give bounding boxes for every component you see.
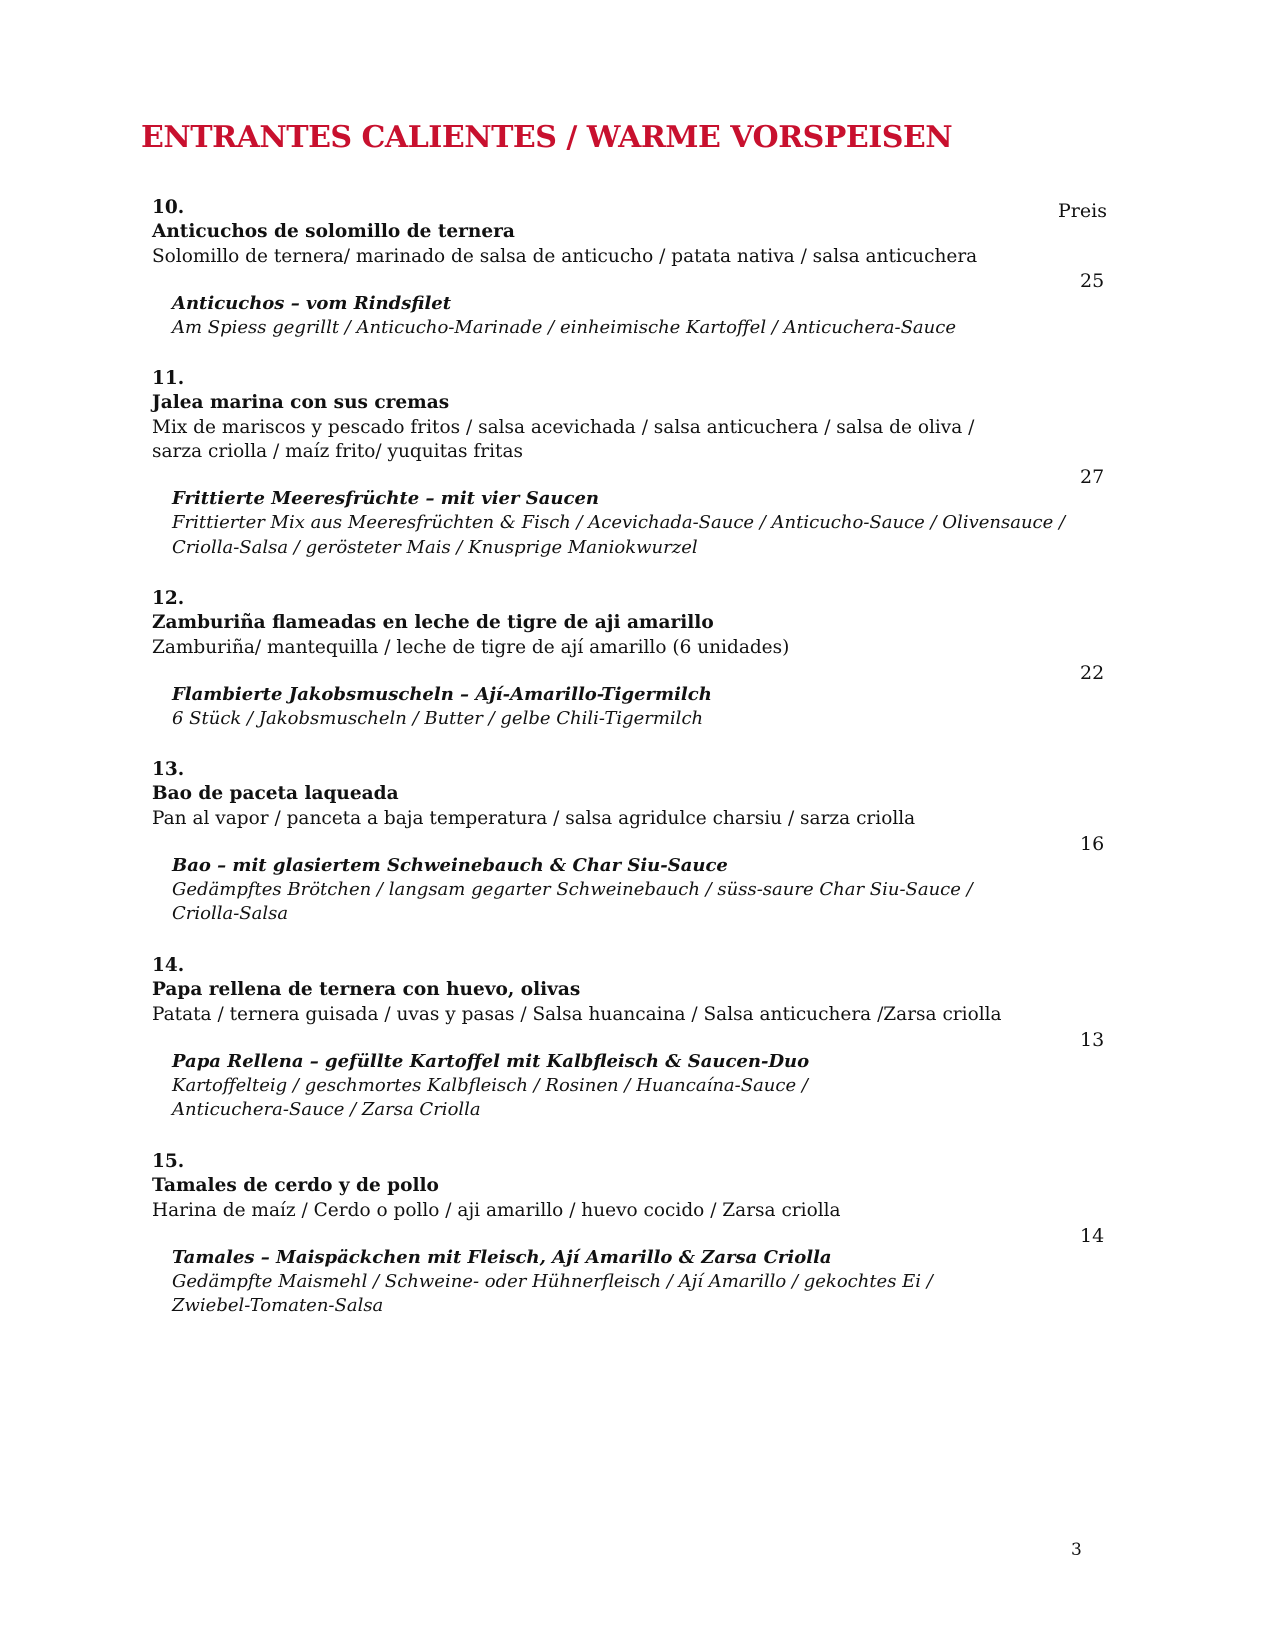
section-title: ENTRANTES CALIENTES / WARME VORSPEISEN [141,120,953,155]
item-german-description: 6 Stück / Jakobsmuscheln / Butter / gelbe Chili-Tigermilch [172,708,704,730]
item-description: Pan al vapor / panceta a baja temperatura / salsa agridulce charsiu / sarza criolla [152,807,916,829]
item-price: 27 [1080,466,1105,488]
item-name: Zamburiña flameadas en leche de tigre de aji amarillo [152,612,714,634]
item-german-name: Papa Rellena – gefüllte Kartoffel mit Kalbfleisch & Saucen-Duo [172,1050,810,1072]
item-number: 10. [152,197,185,218]
item-description: Patata / ternera guisada / uvas y pasas / Salsa huancaina / Salsa anticuchera /Zarsa criolla [152,1003,1002,1025]
item-number: 12. [152,588,185,609]
item-german [152,487,1066,560]
item-description: Harina de maíz / Cerdo o pollo / aji amarillo / huevo cocido / Zarsa criolla [152,1199,841,1221]
item-price: 13 [1080,1029,1105,1051]
item-german-description: Criolla-Salsa [172,903,289,925]
item-german-name: Tamales – Maispäckchen mit Fleisch, Ají Amarillo & Zarsa Criolla [172,1246,832,1268]
menu-item [152,954,1032,1123]
menu-item [152,1150,1032,1319]
item-name: Anticuchos de solomillo de ternera [152,221,515,243]
item-german-description: Gedämpftes Brötchen / langsam gegarter Schweinebauch / süss-saure Char Siu-Sauce / [172,879,973,901]
item-number: 13. [152,759,185,780]
item-name: Tamales de cerdo y de pollo [152,1175,439,1197]
item-german [152,1050,1032,1123]
item-german-description: Zwiebel-Tomaten-Salsa [172,1295,384,1317]
item-description: Solomillo de ternera/ marinado de salsa de anticucho / patata nativa / salsa anticuchera [152,245,978,267]
item-number: 15. [152,1151,185,1172]
item-description: Zamburiña/ mantequilla / leche de tigre de ají amarillo (6 unidades) [152,636,790,658]
item-german [152,1246,1032,1319]
item-price: 25 [1080,270,1105,292]
item-description: Mix de mariscos y pescado fritos / salsa acevichada / salsa anticuchera / salsa de oliva / [152,416,975,438]
item-german [152,683,1032,732]
price-column-header: Preis [1058,200,1107,222]
item-german-description: Anticuchera-Sauce / Zarsa Criolla [172,1099,481,1121]
menu-item [152,758,1032,927]
menu-item [152,196,1032,340]
item-german-description: Gedämpfte Maismehl / Schweine- oder Hühnerfleisch / Ají Amarillo / gekochtes Ei / [172,1271,933,1293]
item-german-name: Bao – mit glasiertem Schweinebauch & Char Siu-Sauce [172,854,728,876]
item-german [152,292,1032,341]
item-german-name: Frittierte Meeresfrüchte – mit vier Saucen [172,488,599,510]
item-german [152,854,1032,927]
item-german-description: Am Spiess gegrillt / Anticucho-Marinade / einheimische Kartoffel / Anticuchera-Sauce [172,317,956,339]
item-german-name: Flambierte Jakobsmuscheln – Ají-Amarillo-Tigermilch [172,683,712,705]
item-german-description: Frittierter Mix aus Meeresfrüchten & Fisch / Acevichada-Sauce / Anticucho-Sauce / Olivensauce / [172,512,1066,534]
item-name: Jalea marina con sus cremas [152,392,450,414]
item-price: 16 [1080,833,1105,855]
item-german-description: Kartoffelteig / geschmortes Kalbfleisch / Rosinen / Huancaína-Sauce / [172,1075,808,1097]
item-german-description: Criolla-Salsa / gerösteter Mais / Knusprige Maniokwurzel [172,536,698,558]
menu-item [152,587,1032,731]
item-price: 22 [1080,662,1105,684]
item-german-name: Anticuchos – vom Rindsfilet [172,292,452,314]
page-number: 3 [1071,1540,1082,1560]
item-description: sarza criolla / maíz frito/ yuquitas fritas [152,440,523,462]
item-price: 14 [1080,1225,1105,1247]
menu-item [152,367,1066,560]
item-number: 14. [152,955,185,976]
item-name: Papa rellena de ternera con huevo, olivas [152,979,581,1001]
item-number: 11. [152,368,185,389]
item-name: Bao de paceta laqueada [152,783,399,805]
